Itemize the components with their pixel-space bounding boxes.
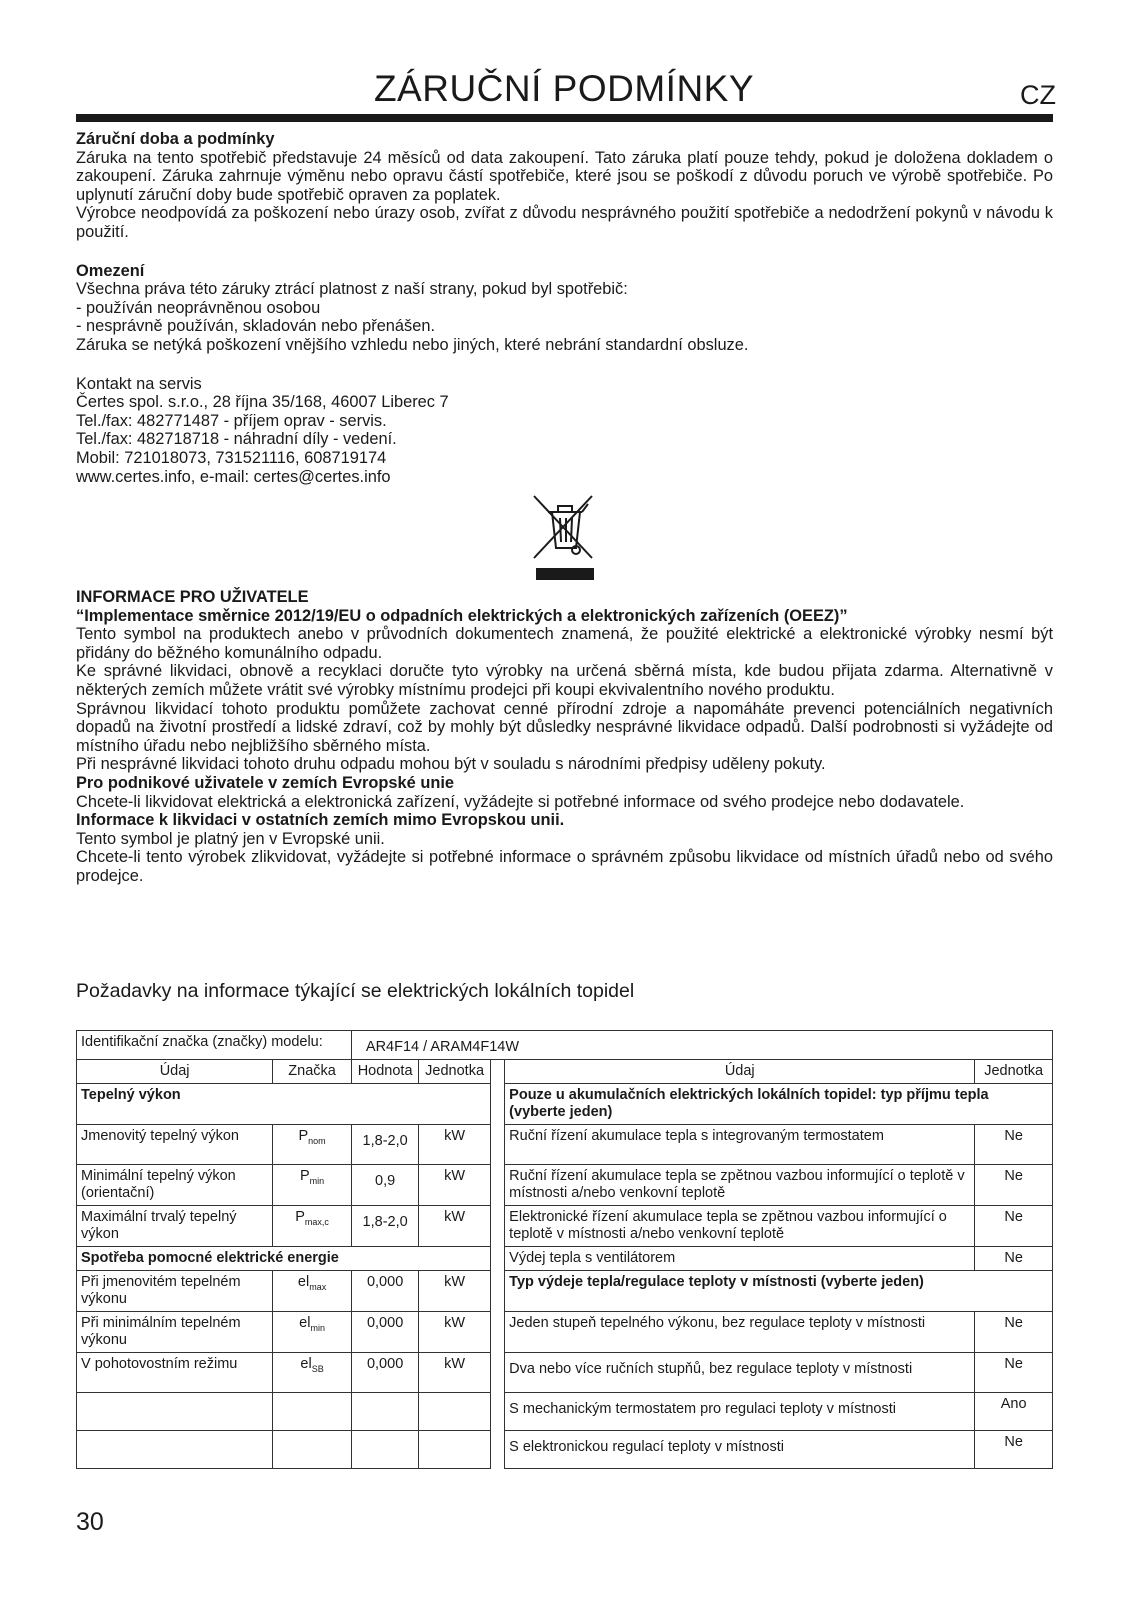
section-heading: Pouze u akumulačních elektrických lokálních topidel: typ příjmu tepla (vyberte jeden) [505, 1084, 1053, 1125]
row-value: Ano [975, 1393, 1053, 1431]
table-row [77, 1271, 1053, 1312]
row-unit: kW [419, 1353, 491, 1393]
row-label: Minimální tepelný výkon (orientační) [77, 1165, 273, 1206]
row-value: Ne [975, 1431, 1053, 1469]
row-value: 1,8-2,0 [351, 1125, 418, 1165]
userinfo-paragraph: Chcete-li tento výrobek zlikvidovat, vyžádejte si potřebné informace o správném způsobu likvidace od místních úřadů nebo od svého prodejce. [76, 848, 1053, 885]
table-header-row [77, 1060, 1053, 1084]
table-row [77, 1353, 1053, 1393]
row-unit: kW [419, 1206, 491, 1247]
userinfo-subheading: Pro podnikové uživatele v zemích Evropské unie [76, 774, 455, 793]
contact-line: Mobil: 721018073, 731521116, 608719174 [76, 448, 387, 467]
userinfo-paragraph: Při nesprávné likvidaci tohoto druhu odpadu mohou být v souladu s národními předpisy uděleny pokuty. [76, 755, 826, 774]
col-header: Jednotka [419, 1060, 491, 1084]
row-value: Ne [975, 1125, 1053, 1165]
contact-line: Tel./fax: 482718718 - náhradní díly - vedení. [76, 430, 397, 449]
row-value: 0,000 [351, 1353, 418, 1393]
table-row [77, 1031, 1053, 1060]
table-row [77, 1247, 1053, 1271]
contact-line: Čertes spol. s.r.o., 28 října 35/168, 46007 Liberec 7 [76, 393, 449, 412]
row-symbol: $P_{max,c}$ [273, 1206, 352, 1247]
userinfo-paragraph: Správnou likvidací tohoto produktu pomůžete zachovat cenné přírodní zdroje a napomáháte prevenci potenciálních negativních dopadů na životní prostředí a lidské zdraví, což by mohly být důsledky nesprávné likvidace odpadů. Další podrobnosti si vyžádejte od místního úřadu nebo nejbližšího sběrného místa. [76, 699, 1053, 755]
row-label: V pohotovostním režimu [77, 1353, 273, 1393]
row-value: 0,000 [351, 1271, 418, 1312]
row-unit: kW [419, 1312, 491, 1353]
table-row [77, 1084, 1053, 1125]
model-label: Identifikační značka (značky) modelu: [77, 1031, 352, 1060]
row-unit: kW [419, 1125, 491, 1165]
limits-line: Všechna práva této záruky ztrácí platnost z naší strany, pokud byl spotřebič: [76, 280, 628, 299]
userinfo-heading: INFORMACE PRO UŽIVATELE [76, 588, 309, 607]
table-row [77, 1206, 1053, 1247]
row-unit: kW [419, 1271, 491, 1312]
header-rule [76, 114, 1053, 122]
userinfo-paragraph: Tento symbol je platný jen v Evropské unii. [76, 829, 385, 848]
col-header: Hodnota [351, 1060, 418, 1084]
row-label: Výdej tepla s ventilátorem [505, 1247, 975, 1271]
row-label: S mechanickým termostatem pro regulaci teploty v místnosti [505, 1393, 975, 1431]
userinfo-subheading: Informace k likvidaci v ostatních zemích mimo Evropskou unii. [76, 811, 565, 830]
userinfo-paragraph: Chcete-li likvidovat elektrická a elektronická zařízení, vyžádejte si potřebné informace od svého prodejce nebo dodavatele. [76, 792, 965, 811]
userinfo-paragraph: Tento symbol na produktech anebo v průvodních dokumentech znamená, že použité elektrické a elektronické výrobky nesmí být přidány do běžného komunálního odpadu. [76, 625, 1053, 662]
requirements-title: Požadavky na informace týkající se elektrických lokálních topidel [76, 980, 635, 1002]
row-symbol: $P_{min}$ [273, 1165, 352, 1206]
document-body [76, 130, 1053, 886]
row-label: Při minimálním tepelném výkonu [77, 1312, 273, 1353]
row-label: Ruční řízení akumulace tepla s integrovaným termostatem [505, 1125, 975, 1165]
row-label: Dva nebo více ručních stupňů, bez regulace teploty v místnosti [505, 1353, 975, 1393]
limits-line: Záruka se netýká poškození vnějšího vzhledu nebo jiných, které nebrání standardní obsluze. [76, 335, 749, 354]
row-symbol: $el_{SB}$ [273, 1353, 352, 1393]
row-symbol: $el_{min}$ [273, 1312, 352, 1353]
row-label: Jeden stupeň tepelného výkonu, bez regulace teploty v místnosti [505, 1312, 975, 1353]
section-heading: Tepelný výkon [77, 1084, 491, 1125]
row-value: 0,000 [351, 1312, 418, 1353]
col-header: Značka [273, 1060, 352, 1084]
table-row [77, 1125, 1053, 1165]
row-value: 1,8-2,0 [351, 1206, 418, 1247]
warranty-heading: Záruční doba a podmínky [76, 130, 275, 148]
col-header: Údaj [505, 1060, 975, 1084]
table-row [77, 1431, 1053, 1469]
contact-line: Kontakt na servis [76, 374, 202, 393]
section-heading: Typ výdeje tepla/regulace teploty v místnosti (vyberte jeden) [505, 1271, 1053, 1312]
row-value: 0,9 [351, 1165, 418, 1206]
contact-line: www.certes.info, e-mail: certes@certes.info [76, 467, 391, 486]
table-row [77, 1312, 1053, 1353]
row-label: Maximální trvalý tepelný výkon [77, 1206, 273, 1247]
row-value: Ne [975, 1353, 1053, 1393]
row-symbol: $P_{nom}$ [273, 1125, 352, 1165]
page-number: 30 [76, 1508, 104, 1536]
model-value: AR4F14 / ARAM4F14W [351, 1031, 1052, 1060]
col-header: Jednotka [975, 1060, 1053, 1084]
warranty-paragraph: Záruka na tento spotřebič představuje 24 měsíců od data zakoupení. Tato záruka platí pouze tehdy, pokud je doložena dokladem o zakoupení. Záruka zahrnuje výměnu nebo opravu částí spotřebiče, které jsou se poškodí z důvodu poruch ve výrobě spotřebiče. Po uplynutí záruční doby bude spotřebič opraven za poplatek. [76, 148, 1053, 204]
limits-heading: Omezení [76, 261, 145, 280]
limits-line: - nesprávně používán, skladován nebo přenášen. [76, 317, 436, 336]
crossed-out-wheelie-bin-icon [530, 492, 600, 582]
row-label: Při jmenovitém tepelném výkonu [77, 1271, 273, 1312]
contact-line: Tel./fax: 482771487 - příjem oprav - servis. [76, 411, 387, 430]
row-label: Jmenovitý tepelný výkon [77, 1125, 273, 1165]
row-value: Ne [975, 1312, 1053, 1353]
page-title: ZÁRUČNÍ PODMÍNKY [373, 68, 755, 109]
warranty-paragraph: Výrobce neodpovídá za poškození nebo úrazy osob, zvířat z důvodu nesprávného použití spotřebiče a nedodržení pokynů v návodu k použití. [76, 204, 1053, 241]
table-row [77, 1393, 1053, 1431]
row-unit: kW [419, 1165, 491, 1206]
row-value: Ne [975, 1247, 1053, 1271]
row-symbol: $el_{max}$ [273, 1271, 352, 1312]
table-row [77, 1165, 1053, 1206]
limits-line: - používán neoprávněnou osobou [76, 298, 321, 317]
heater-info-table [76, 1030, 1053, 1469]
language-code: CZ [1020, 80, 1056, 110]
row-label: Elektronické řízení akumulace tepla se zpětnou vazbou informující o teplotě v místnosti a/nebo venkovní teplotě [505, 1206, 975, 1247]
col-header: Údaj [77, 1060, 273, 1084]
row-value: Ne [975, 1165, 1053, 1206]
section-heading: Spotřeba pomocné elektrické energie [77, 1247, 491, 1271]
row-value: Ne [975, 1206, 1053, 1247]
row-label: S elektronickou regulací teploty v místnosti [505, 1431, 975, 1469]
userinfo-subheading: “Implementace směrnice 2012/19/EU o odpadních elektrických a elektronických zařízeních (OEEZ)” [76, 606, 848, 625]
row-label: Ruční řízení akumulace tepla se zpětnou vazbou informující o teplotě v místnosti a/nebo venkovní teplotě [505, 1165, 975, 1206]
userinfo-paragraph: Ke správné likvidaci, obnově a recyklaci doručte tyto výrobky na určená sběrná místa, kde budou přijata zdarma. Alternativně v některých zemích můžete vrátit své výrobky místnímu prodejci při koupi ekvivalentního nového produktu. [76, 662, 1053, 700]
